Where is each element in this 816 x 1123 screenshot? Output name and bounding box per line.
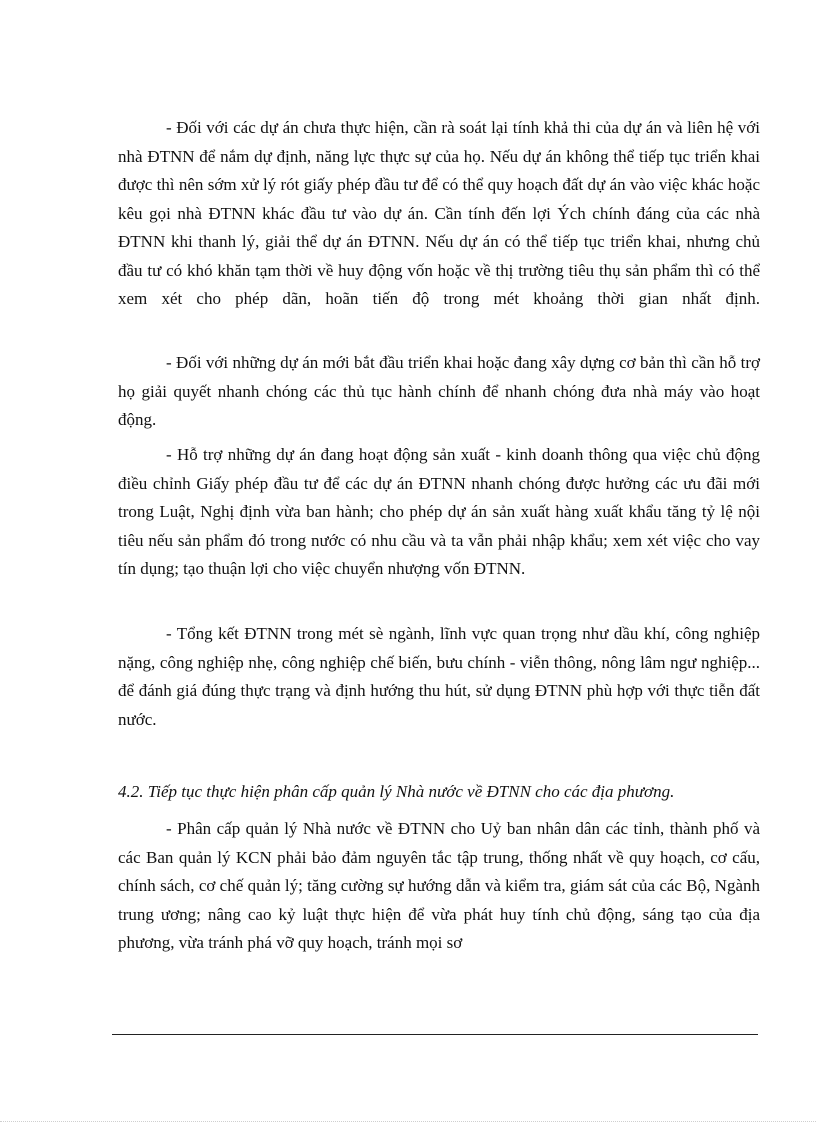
paragraph-decentralization: - Phân cấp quản lý Nhà nước về ĐTNN cho Uỷ ban nhân dân các tỉnh, thành phố và các Ban quản lý KCN phải bảo đảm nguyên tắc tập trung, thống nhất về quy hoạch, cơ cấu, chính sách, cơ chế quản lý; tăng cường sự hướng dẫn và kiểm tra, giám sát của các Bộ, Ngành trung ương; nâng cao kỷ luật thực hiện để vừa phát huy tính chủ động, sáng tạo của địa phương, vừa tránh phá vỡ quy hoạch, tránh mọi sơ xyxy=(118,819,760,952)
paragraph-new-projects: - Đối với những dự án mới bắt đầu triển khai hoặc đang xây dựng cơ bản thì cần hỗ trợ họ giải quyết nhanh chóng các thủ tục hành chính để nhanh chóng đưa nhà máy vào hoạt động. xyxy=(118,353,760,429)
footer-divider xyxy=(112,1034,758,1035)
paragraph-unimplemented-projects: - Đối với các dự án chưa thực hiện, cần rà soát lại tính khả thi của dự án và liên hệ với nhà ĐTNN để nắm dự định, năng lực thực sự của họ. Nếu dự án không thể tiếp tục triển khai được thì nên sớm xử lý rót giấy phép đầu tư để có thể quy hoạch đất dự án vào việc khác hoặc kêu gọi nhà ĐTNN khác đầu tư vào dự án. Cần tính đến lợi Ých chính đáng của các nhà ĐTNN khi thanh lý, giải thể dự án ĐTNN. Nếu dự án có thể tiếp tục triển khai, nhưng chủ đầu tư có khó khăn tạm thời về huy động vốn hoặc về thị trường tiêu thụ sản phẩm thì có thể xem xét cho phép dãn, hoãn tiến độ trong mét khoảng thời gian nhất định. xyxy=(118,118,760,308)
paragraph-operating-projects: - Hỗ trợ những dự án đang hoạt động sản xuất - kinh doanh thông qua việc chủ động điều chỉnh Giấy phép đầu tư để các dự án ĐTNN nhanh chóng được hưởng các ưu đãi mới trong Luật, Nghị định vừa ban hành; cho phép dự án sản xuất hàng xuất khẩu tăng tỷ lệ nội tiêu nếu sản phẩm đó trong nước có nhu cầu và ta vẫn phải nhập khẩu; xem xét việc cho vay tín dụng; tạo thuận lợi cho việc chuyển nhượng vốn ĐTNN. xyxy=(118,445,760,578)
page-bottom-border xyxy=(0,1121,816,1122)
paragraph-sector-review: - Tổng kết ĐTNN trong mét sè ngành, lĩnh vực quan trọng như dầu khí, công nghiệp nặng, công nghiệp nhẹ, công nghiệp chế biến, bưu chính - viễn thông, nông lâm ngư nghiệp... để đánh giá đúng thực trạng và định hướng thu hút, sử dụng ĐTNN phù hợp với thực tiễn đất nước. xyxy=(118,624,760,729)
section-heading: 4.2. Tiếp tục thực hiện phân cấp quản lý Nhà nước về ĐTNN cho các địa phương. xyxy=(118,782,675,801)
